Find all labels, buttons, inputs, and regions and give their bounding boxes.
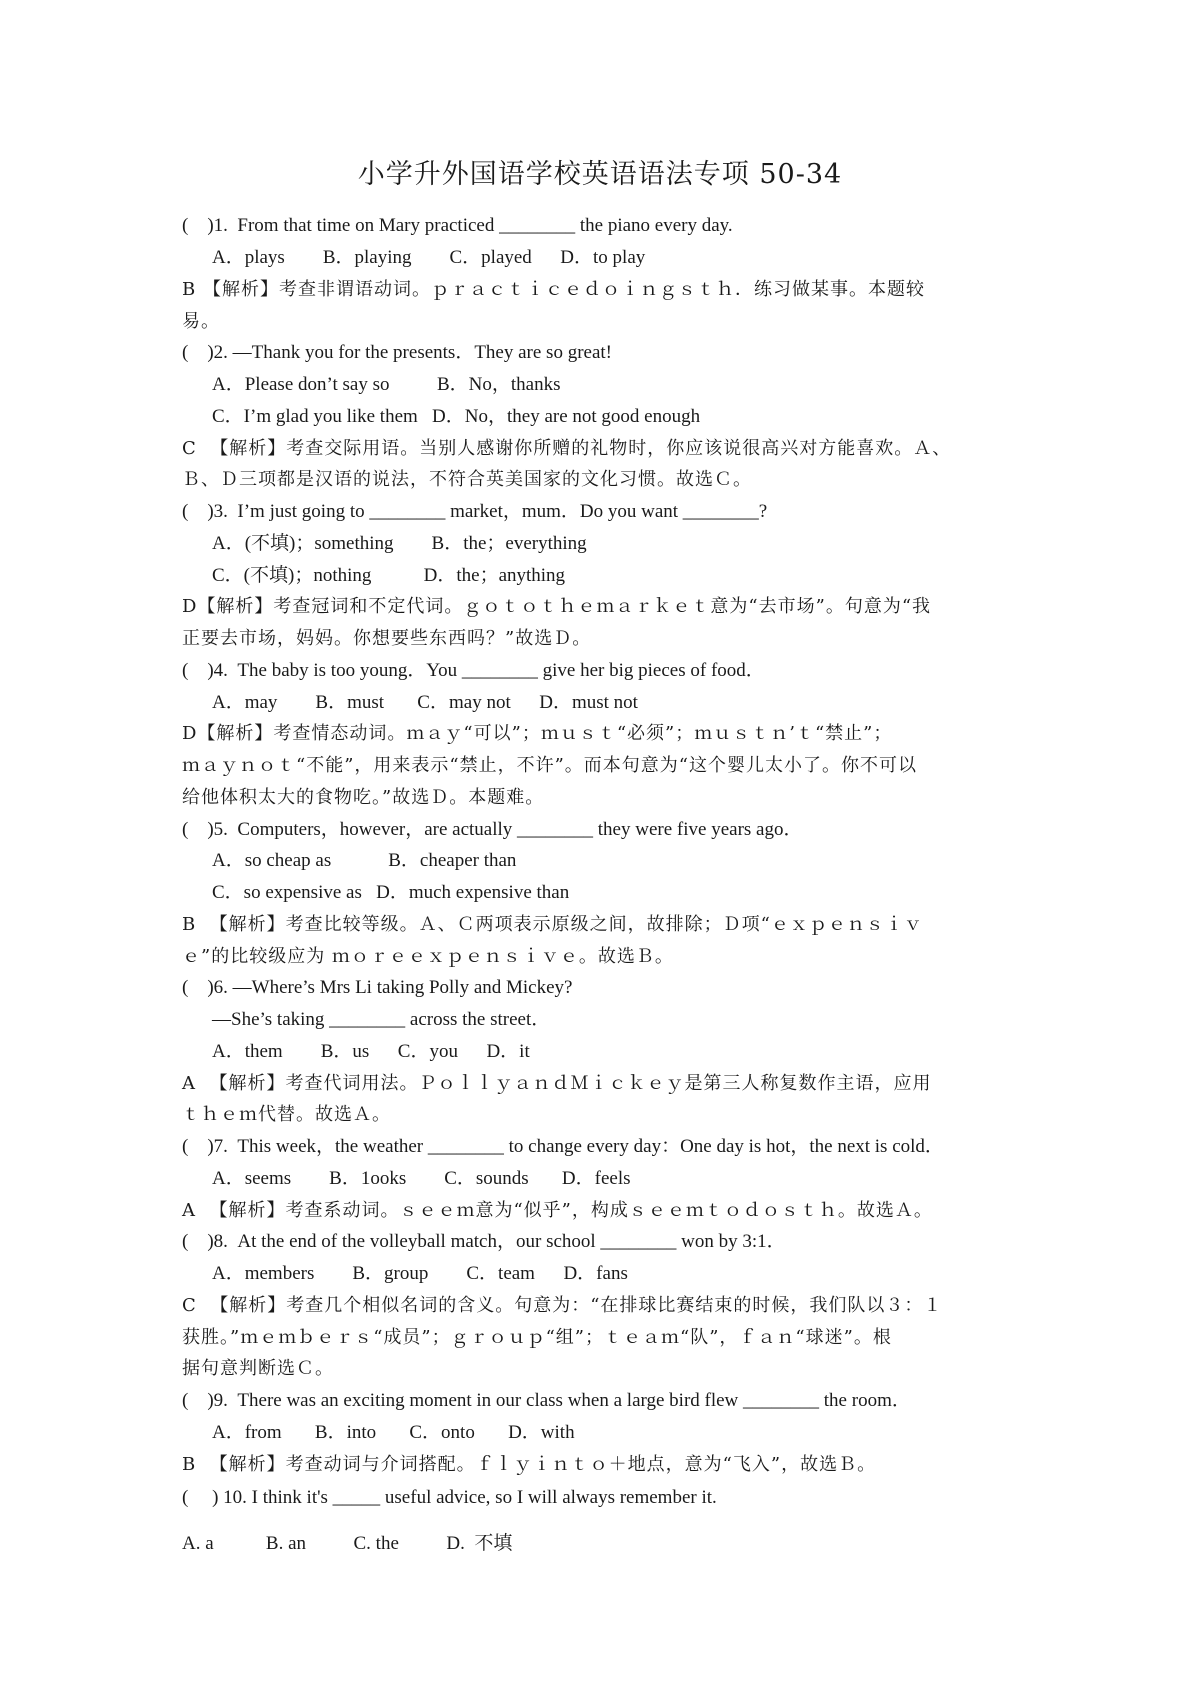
- question-9-stem: ( )9. There was an exciting moment in our class when a large bird flew ________ the room．: [182, 1390, 911, 1411]
- question-6-analysis: A 【解析】考查代词用法。ＰｏｌｌｙａｎｄＭｉｃｋｅｙ是第三人称复数作主语，应用: [182, 1073, 932, 1094]
- question-6-options: —She’s taking ________ across the street．: [212, 1009, 551, 1030]
- question-4-stem: ( )4. The baby is too young．You ________ give her big pieces of food．: [182, 660, 765, 681]
- question-3-options: A．(不填)；something B．the；everything: [212, 533, 587, 554]
- question-5-stem: ( )5. Computers，however，are actually ________ they were five years ago．: [182, 819, 803, 840]
- question-9-analysis: B 【解析】考查动词与介词搭配。ｆｌｙｉｎｔｏ＋地点，意为“飞入”，故选Ｂ。: [182, 1454, 877, 1475]
- question-2-stem: ( )2. —Thank you for the presents．They are so great!: [182, 342, 612, 363]
- question-8-stem: ( )8. At the end of the volleyball match，our school ________ won by 3:1．: [182, 1231, 786, 1252]
- question-4-analysis: ｍａｙｎｏｔ“不能”，用来表示“禁止，不许”。而本句意为“这个婴儿太小了。你不可以: [182, 755, 918, 776]
- question-6-stem: ( )6. —Where’s Mrs Li taking Polly and Mickey?: [182, 977, 573, 998]
- question-5-analysis: ｅ”的比较级应为 ｍｏｒｅｅｘｐｅｎｓｉｖｅ。故选Ｂ。: [182, 946, 674, 967]
- question-6-options: A．them B．us C．you D．it: [212, 1041, 530, 1062]
- question-8-analysis: 获胜。”ｍｅｍｂｅｒｓ“成员”；ｇｒｏｕｐ“组”；ｔｅａｍ“队”，ｆａｎ“球迷”。根: [182, 1327, 892, 1348]
- question-1-analysis: B 【解析】考查非谓语动词。ｐｒａｃｔｉｃｅｄｏｉｎｇｓｔｈ．练习做某事。本题较: [182, 279, 925, 300]
- question-3-options: C．(不填)；nothing D．the；anything: [212, 565, 566, 586]
- question-1-stem: ( )1. From that time on Mary practiced ________ the piano every day.: [182, 215, 733, 236]
- question-7-options: A．seems B．1ooks C．sounds D．feels: [212, 1168, 631, 1189]
- page-title: 小学升外国语学校英语语法专项 50-34: [357, 159, 843, 190]
- question-3-analysis: 正要去市场，妈妈。你想要些东西吗？”故选Ｄ。: [182, 628, 592, 649]
- question-6-analysis: ｔｈｅｍ代替。故选Ａ。: [182, 1104, 391, 1125]
- question-10-stem: ( ) 10. I think it's _____ useful advice, so I will always remember it.: [182, 1487, 717, 1508]
- question-1-analysis: 易。: [182, 311, 220, 332]
- question-5-options: A．so cheap as B．cheaper than: [212, 850, 517, 871]
- question-10-options: A. a B. an C. the D. 不填: [182, 1533, 513, 1554]
- question-1-options: A．plays B．playing C．played D．to play: [212, 247, 646, 268]
- question-2-analysis: C 【解析】考查交际用语。当别人感谢你所赠的礼物时，你应该说很高兴对方能喜欢。Ａ、: [182, 438, 952, 459]
- question-3-analysis: D【解析】考查冠词和不定代词。ｇｏｔｏｔｈｅｍａｒｋｅｔ意为“去市场”。句意为“我: [182, 596, 932, 617]
- question-8-options: A．members B．group C．team D．fans: [212, 1263, 628, 1284]
- question-9-options: A．from B．into C．onto D．with: [212, 1422, 575, 1443]
- question-3-stem: ( )3. I’m just going to ________ market，mum．Do you want ________?: [182, 501, 768, 522]
- question-2-options: A．Please don’t say so B．No，thanks: [212, 374, 561, 395]
- question-8-analysis: C 【解析】考查几个相似名词的含义。句意为：“在排球比赛结束的时候，我们队以３：１: [182, 1295, 943, 1316]
- question-5-analysis: B 【解析】考查比较等级。Ａ、Ｃ两项表示原级之间，故排除；Ｄ项“ｅｘｐｅｎｓｉｖ: [182, 914, 923, 935]
- question-7-analysis: A 【解析】考查系动词。ｓｅｅｍ意为“似乎”，构成ｓｅｅｍｔｏｄｏｓｔｈ。故选Ａ。: [182, 1200, 933, 1221]
- question-4-analysis: D【解析】考查情态动词。ｍａｙ“可以”；ｍｕｓｔ“必须”；ｍｕｓｔｎ’ｔ“禁止”；: [182, 723, 893, 744]
- question-7-stem: ( )7. This week，the weather ________ to change every day：One day is hot，the next is cold．: [182, 1136, 944, 1157]
- question-8-analysis: 据句意判断选Ｃ。: [182, 1358, 334, 1379]
- question-2-analysis: Ｂ、Ｄ三项都是汉语的说法，不符合英美国家的文化习惯。故选Ｃ。: [182, 469, 752, 490]
- question-4-options: A．may B．must C．may not D．must not: [212, 692, 638, 713]
- question-2-options: C．I’m glad you like them D．No，they are not good enough: [212, 406, 701, 427]
- question-5-options: C．so expensive as D．much expensive than: [212, 882, 570, 903]
- question-4-analysis: 给他体积太大的食物吃。”故选Ｄ。本题难。: [182, 787, 545, 808]
